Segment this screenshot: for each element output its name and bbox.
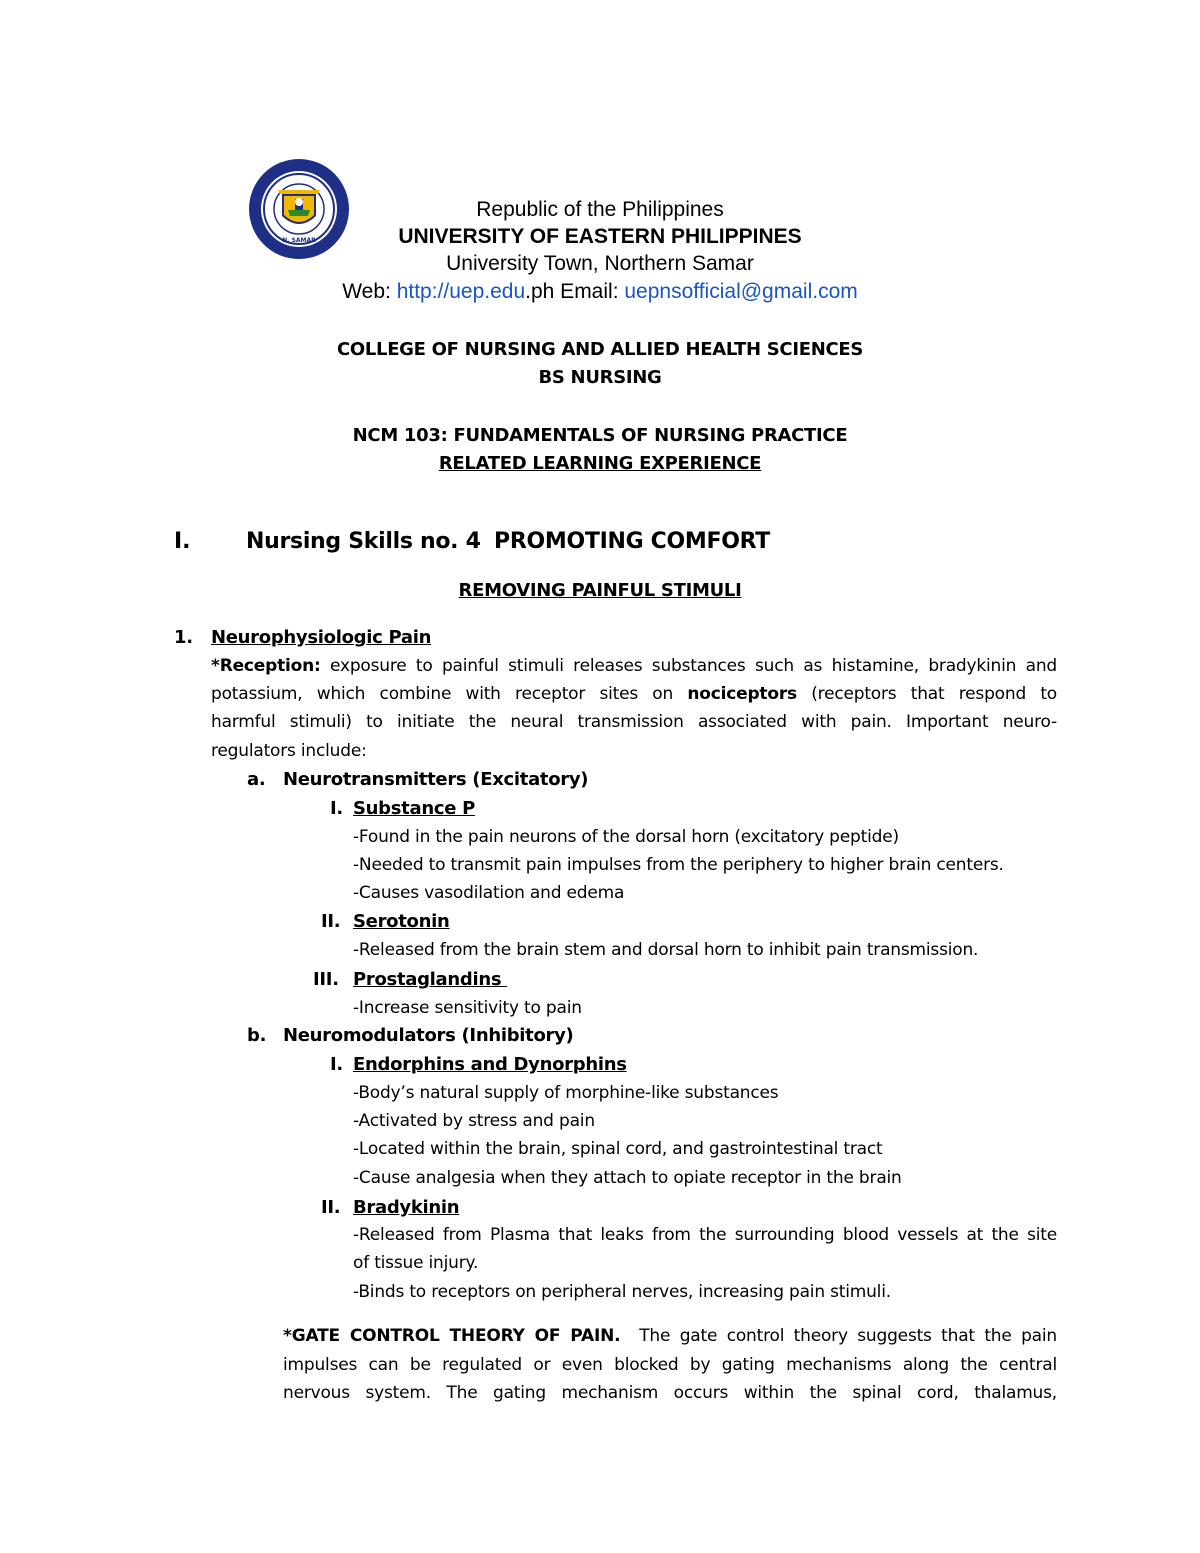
gate-line-3: nervous system. The gating mechanism occurs within the spinal cord, thalamus, — [283, 1383, 1057, 1403]
college-name: COLLEGE OF NURSING AND ALLIED HEALTH SCIENCES — [336, 339, 864, 360]
a-item3-line1: -Increase sensitivity to pain — [353, 998, 582, 1018]
rle-wrap — [0, 453, 1200, 474]
rle-title: RELATED LEARNING EXPERIENCE — [438, 453, 762, 474]
a-item1-title: Substance P — [353, 798, 475, 819]
item1-title: Neurophysiologic Pain — [211, 627, 432, 648]
reception-line-3: harmful stimuli) to initiate the neural transmission associated with pain. Important neuro- — [211, 712, 1057, 732]
b-item2-line1: -Released from Plasma that leaks from the surrounding blood vessels at the site — [353, 1225, 1057, 1245]
b-item1-line4: -Cause analgesia when they attach to opiate receptor in the brain — [353, 1168, 902, 1188]
b-title: Neuromodulators (Inhibitory) — [283, 1025, 574, 1046]
a-letter: a. — [247, 769, 266, 790]
a-item1-line1: -Found in the pain neurons of the dorsal horn (excitatory peptide) — [353, 827, 899, 847]
gate-label: *GATE CONTROL THEORY OF PAIN. — [283, 1326, 621, 1346]
web-link[interactable]: http://uep.edu — [396, 280, 526, 303]
b-item1-line1: -Body’s natural supply of morphine-like substances — [353, 1083, 779, 1103]
b-item2-line3: -Binds to receptors on peripheral nerves, increasing pain stimuli. — [353, 1282, 891, 1302]
university-address: University Town, Northern Samar — [446, 252, 754, 275]
web-suffix: .ph Email: — [525, 280, 625, 303]
contact-line — [0, 278, 1200, 305]
a-item3-num: III. — [313, 969, 339, 990]
email-link[interactable]: uepnsofficial@gmail.com — [624, 280, 858, 303]
section-title: PROMOTING COMFORT — [494, 529, 771, 554]
reception-line-4: regulators include: — [211, 741, 367, 761]
section-skill: Nursing Skills no. 4 — [246, 529, 481, 554]
reception-line-2 — [211, 684, 1057, 704]
a-item3-title: Prostaglandins — [353, 969, 508, 990]
nociceptors-term: nociceptors — [687, 684, 797, 704]
gate-text-1: The gate control theory suggests that the pain — [620, 1326, 1057, 1346]
gate-line-2: impulses can be regulated or even blocked by gating mechanisms along the central — [283, 1355, 1057, 1375]
a-item1-num: I. — [330, 798, 343, 819]
a-title: Neurotransmitters (Excitatory) — [283, 769, 589, 790]
reception-label: *Reception: — [211, 656, 321, 676]
subtitle: REMOVING PAINFUL STIMULI — [458, 580, 742, 601]
item1-number: 1. — [174, 627, 193, 648]
course-title: NCM 103: FUNDAMENTALS OF NURSING PRACTICE — [352, 425, 848, 446]
b-item1-num: I. — [330, 1054, 343, 1075]
a-item2-line1: -Released from the brain stem and dorsal horn to inhibit pain transmission. — [353, 940, 979, 960]
web-label: Web: — [342, 280, 397, 303]
gate-line-1 — [283, 1326, 1057, 1346]
b-item2-line2: of tissue injury. — [353, 1253, 479, 1273]
reception-text-2a: potassium, which combine with receptor sites on — [211, 684, 688, 704]
a-item2-title: Serotonin — [353, 911, 450, 932]
b-item2-title: Bradykinin — [353, 1197, 460, 1218]
reception-line-1 — [211, 656, 1057, 676]
b-item1-line3: -Located within the brain, spinal cord, and gastrointestinal tract — [353, 1139, 883, 1159]
section-numeral: I. — [174, 529, 191, 554]
b-letter: b. — [247, 1025, 267, 1046]
a-item1-line2: -Needed to transmit pain impulses from the periphery to higher brain centers. — [353, 855, 1004, 875]
svg-text:N. SAMAR: N. SAMAR — [282, 237, 316, 244]
b-item1-title: Endorphins and Dynorphins — [353, 1054, 627, 1075]
subtitle-wrap — [0, 580, 1200, 601]
b-item1-line2: -Activated by stress and pain — [353, 1111, 595, 1131]
program-name: BS NURSING — [538, 367, 662, 388]
a-item1-line3: -Causes vasodilation and edema — [353, 883, 625, 903]
reception-text-2b: (receptors that respond to — [796, 684, 1057, 704]
country-line: Republic of the Philippines — [476, 198, 724, 221]
reception-text-1: exposure to painful stimuli releases substances such as histamine, bradykinin and — [320, 656, 1057, 676]
a-item2-num: II. — [321, 911, 341, 932]
b-item2-num: II. — [321, 1197, 341, 1218]
university-name: UNIVERSITY OF EASTERN PHILIPPINES — [398, 225, 802, 248]
